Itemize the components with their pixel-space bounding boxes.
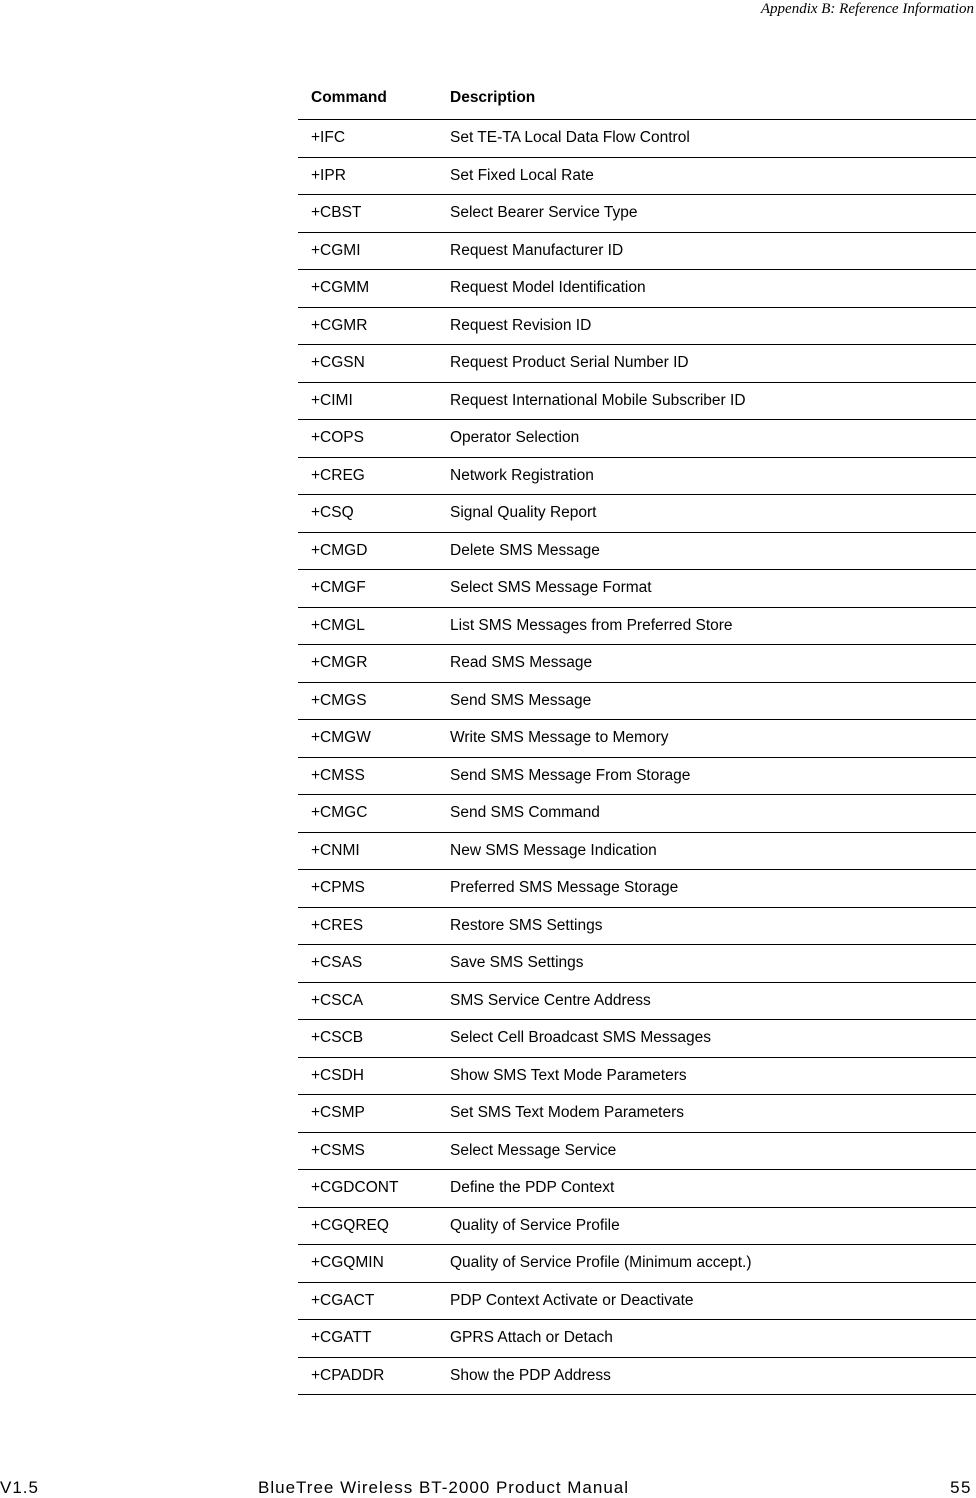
command-cell: +CMGS xyxy=(311,691,367,709)
command-cell: +CGMI xyxy=(311,241,361,259)
command-cell: +CGDCONT xyxy=(311,1179,399,1197)
description-cell: Request International Mobile Subscriber ID xyxy=(450,391,746,409)
command-cell: +CSAS xyxy=(311,954,363,972)
command-cell: +CSQ xyxy=(311,504,354,522)
command-cell: +CMGW xyxy=(311,729,371,747)
command-cell: +CMGF xyxy=(311,579,366,597)
command-cell: +CSCB xyxy=(311,1029,364,1047)
command-cell: +CMGC xyxy=(311,804,368,822)
table-row xyxy=(298,945,976,983)
column-header-description: Description xyxy=(450,89,536,106)
description-cell: Define the PDP Context xyxy=(450,1179,615,1197)
command-cell: +CRES xyxy=(311,916,364,934)
table-row xyxy=(298,533,976,571)
table-row xyxy=(298,1020,976,1058)
description-cell: SMS Service Centre Address xyxy=(450,991,651,1009)
command-table xyxy=(298,77,976,1395)
command-cell: +IPR xyxy=(311,166,346,184)
command-cell: +CIMI xyxy=(311,391,353,409)
description-cell: Read SMS Message xyxy=(450,654,593,672)
description-cell: List SMS Messages from Preferred Store xyxy=(450,616,733,634)
description-cell: Network Registration xyxy=(450,466,594,484)
table-row xyxy=(298,1170,976,1208)
command-cell: +CSMP xyxy=(311,1104,365,1122)
description-cell: Quality of Service Profile (Minimum accept.) xyxy=(450,1254,752,1272)
description-cell: Set SMS Text Modem Parameters xyxy=(450,1104,685,1122)
table-row xyxy=(298,570,976,608)
table-row xyxy=(298,870,976,908)
description-cell: Select SMS Message Format xyxy=(450,579,652,597)
table-row xyxy=(298,833,976,871)
table-row xyxy=(298,158,976,196)
description-cell: Write SMS Message to Memory xyxy=(450,729,669,747)
description-cell: Delete SMS Message xyxy=(450,541,600,559)
description-cell: Request Model Identification xyxy=(450,279,646,297)
description-cell: Request Product Serial Number ID xyxy=(450,354,689,372)
description-cell: Quality of Service Profile xyxy=(450,1216,620,1234)
table-row xyxy=(298,495,976,533)
table-row xyxy=(298,308,976,346)
table-row xyxy=(298,645,976,683)
running-header: Appendix B: Reference Information xyxy=(760,1,974,17)
table-row xyxy=(298,345,976,383)
description-cell: Send SMS Message xyxy=(450,691,592,709)
command-cell: +CMSS xyxy=(311,766,365,784)
table-row xyxy=(298,420,976,458)
command-cell: +CREG xyxy=(311,466,365,484)
table-row xyxy=(298,1245,976,1283)
footer-title: BlueTree Wireless BT-2000 Product Manual xyxy=(258,1478,630,1497)
column-header-command: Command xyxy=(311,89,387,106)
table-row xyxy=(298,683,976,721)
table-row xyxy=(298,983,976,1021)
table-row xyxy=(298,908,976,946)
command-cell: +CSCA xyxy=(311,991,364,1009)
command-cell: +CGQREQ xyxy=(311,1216,389,1234)
table-row xyxy=(298,458,976,496)
table-header-row xyxy=(298,77,976,120)
command-cell: +CGMM xyxy=(311,279,370,297)
command-cell: +CMGL xyxy=(311,616,365,634)
description-cell: Request Manufacturer ID xyxy=(450,241,624,259)
command-cell: +CPADDR xyxy=(311,1366,385,1384)
description-cell: Show the PDP Address xyxy=(450,1366,611,1384)
description-cell: Set Fixed Local Rate xyxy=(450,166,594,184)
command-cell: +CGATT xyxy=(311,1329,372,1347)
table-row xyxy=(298,120,976,158)
command-cell: +CMGR xyxy=(311,654,368,672)
command-cell: +CBST xyxy=(311,204,362,222)
description-cell: GPRS Attach or Detach xyxy=(450,1329,613,1347)
table-row xyxy=(298,795,976,833)
description-cell: Restore SMS Settings xyxy=(450,916,603,934)
description-cell: Select Message Service xyxy=(450,1141,617,1159)
command-cell: +CGACT xyxy=(311,1291,375,1309)
command-cell: +COPS xyxy=(311,429,364,447)
description-cell: PDP Context Activate or Deactivate xyxy=(450,1291,694,1309)
table-row xyxy=(298,1133,976,1171)
description-cell: Select Cell Broadcast SMS Messages xyxy=(450,1029,712,1047)
table-row xyxy=(298,1058,976,1096)
command-cell: +CGMR xyxy=(311,316,368,334)
page-footer xyxy=(0,1478,976,1498)
command-cell: +IFC xyxy=(311,129,346,147)
footer-version: V1.5 xyxy=(0,1478,39,1497)
table-row xyxy=(298,720,976,758)
description-cell: Set TE-TA Local Data Flow Control xyxy=(450,129,690,147)
description-cell: New SMS Message Indication xyxy=(450,841,657,859)
table-row xyxy=(298,233,976,271)
command-cell: +CSDH xyxy=(311,1066,364,1084)
table-row xyxy=(298,608,976,646)
description-cell: Request Revision ID xyxy=(450,316,592,334)
command-cell: +CSMS xyxy=(311,1141,365,1159)
description-cell: Show SMS Text Mode Parameters xyxy=(450,1066,687,1084)
description-cell: Save SMS Settings xyxy=(450,954,584,972)
description-cell: Select Bearer Service Type xyxy=(450,204,638,222)
description-cell: Send SMS Message From Storage xyxy=(450,766,691,784)
table-row xyxy=(298,1208,976,1246)
table-row xyxy=(298,758,976,796)
table-row xyxy=(298,383,976,421)
description-cell: Send SMS Command xyxy=(450,804,600,822)
command-cell: +CNMI xyxy=(311,841,360,859)
table-row xyxy=(298,270,976,308)
table-row xyxy=(298,1095,976,1133)
table-row xyxy=(298,1283,976,1321)
description-cell: Signal Quality Report xyxy=(450,504,597,522)
description-cell: Preferred SMS Message Storage xyxy=(450,879,679,897)
table-row xyxy=(298,195,976,233)
page-number: 55 xyxy=(950,1478,972,1497)
description-cell: Operator Selection xyxy=(450,429,580,447)
table-row xyxy=(298,1320,976,1358)
command-cell: +CMGD xyxy=(311,541,368,559)
table-row xyxy=(298,1358,976,1396)
command-cell: +CPMS xyxy=(311,879,365,897)
command-cell: +CGQMIN xyxy=(311,1254,384,1272)
command-cell: +CGSN xyxy=(311,354,365,372)
